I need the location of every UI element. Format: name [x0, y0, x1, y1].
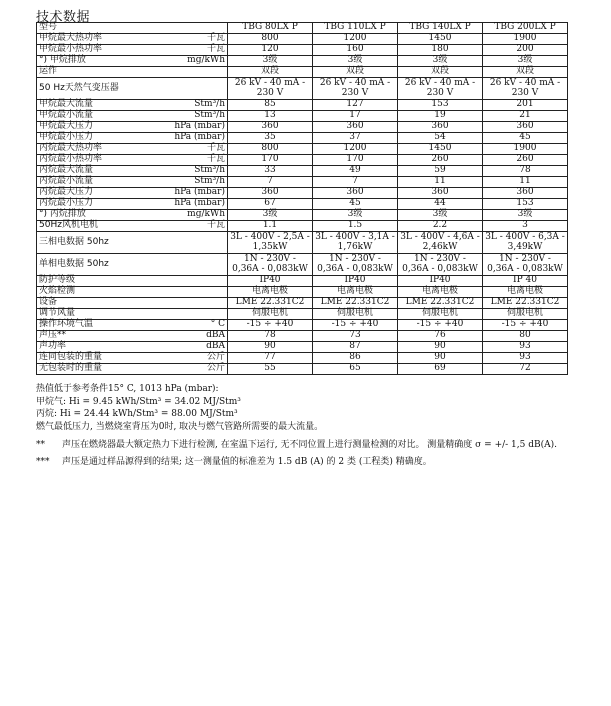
- parameter-label: 声功率: [39, 341, 67, 352]
- parameter-label: 调节风量: [39, 308, 76, 319]
- value-cell: LME 22.331C2: [483, 298, 568, 309]
- value-cell: 双段: [313, 67, 398, 78]
- parameter-unit: hPa (mbar): [174, 132, 225, 143]
- value-cell: 11: [483, 177, 568, 188]
- table-row: [37, 221, 568, 232]
- calorific-notes: [36, 383, 596, 433]
- value-cell: -15 ÷ +40: [398, 320, 483, 331]
- table-row: [37, 320, 568, 331]
- value-cell: 3级: [228, 210, 313, 221]
- parameter-label: °) 丙烷排放: [39, 209, 86, 220]
- table-row: [37, 298, 568, 309]
- table-row: [37, 287, 568, 298]
- value-cell: 360: [313, 122, 398, 133]
- parameter-label: 丙烷最小压力: [39, 198, 94, 209]
- value-cell: 19: [398, 111, 483, 122]
- parameter-label: 三相电数据 50hz: [39, 236, 109, 247]
- value-cell: 67: [228, 199, 313, 210]
- parameter-unit: 公斤: [206, 363, 225, 374]
- parameter-label: 甲烷最大热功率: [39, 33, 103, 44]
- value-cell: 153: [398, 100, 483, 111]
- note-line: 丙烷: Hi = 24.44 kWh/Stm³ = 88.00 MJ/Stm³: [36, 409, 238, 419]
- parameter-unit: hPa (mbar): [174, 187, 225, 198]
- parameter-unit: 千瓦: [206, 154, 225, 165]
- value-cell: 伺服电机: [398, 309, 483, 320]
- value-cell: IP40: [228, 276, 313, 287]
- footnote-text: 声压在燃烧器最大额定热力下进行检测, 在室温下运行, 无不同位置上进行测量检测的对比。 测量精确度 σ = +/- 1,5 dB(A).: [62, 440, 557, 450]
- value-cell: 3级: [398, 56, 483, 67]
- value-cell: 1N - 230V - 0,36A - 0,083kW: [313, 254, 398, 276]
- value-cell: 26 kV - 40 mA - 230 V: [483, 78, 568, 100]
- parameter-unit: 公斤: [206, 352, 225, 363]
- value-cell: 3级: [398, 210, 483, 221]
- value-cell: 90: [398, 353, 483, 364]
- value-cell: 21: [483, 111, 568, 122]
- value-cell: -15 ÷ +40: [313, 320, 398, 331]
- value-cell: 11: [398, 177, 483, 188]
- value-cell: 80: [483, 331, 568, 342]
- value-cell: 37: [313, 133, 398, 144]
- value-cell: IP40: [313, 276, 398, 287]
- value-cell: 78: [228, 331, 313, 342]
- parameter-cell: [37, 56, 228, 67]
- parameter-cell: [37, 34, 228, 45]
- value-cell: 260: [483, 155, 568, 166]
- parameter-unit: dBA: [206, 341, 225, 352]
- table-row: [37, 331, 568, 342]
- parameter-label: 甲烷最小热功率: [39, 44, 103, 55]
- table-row: [37, 210, 568, 221]
- value-cell: 1450: [398, 144, 483, 155]
- note-line: 甲烷气: Hi = 9.45 kWh/Stm³ = 34.02 MJ/Stm³: [36, 396, 241, 407]
- value-cell: IP 40: [483, 276, 568, 287]
- value-cell: 1900: [483, 34, 568, 45]
- value-cell: 伺服电机: [313, 309, 398, 320]
- value-cell: 1N - 230V - 0,36A - 0,083kW: [483, 254, 568, 276]
- parameter-unit: 千瓦: [206, 220, 225, 231]
- parameter-unit: Stm³/h: [194, 99, 225, 110]
- table-row: [37, 254, 568, 276]
- table-row: [37, 45, 568, 56]
- parameter-cell: [37, 298, 228, 309]
- value-cell: 1.5: [313, 221, 398, 232]
- value-cell: 93: [483, 353, 568, 364]
- parameter-label: 操作环境气温: [39, 319, 94, 330]
- parameter-cell: [37, 122, 228, 133]
- value-cell: 360: [483, 188, 568, 199]
- parameter-cell: [37, 199, 228, 210]
- parameter-cell: [37, 364, 228, 375]
- value-cell: 45: [313, 199, 398, 210]
- parameter-cell: [37, 188, 228, 199]
- value-cell: 59: [398, 166, 483, 177]
- value-cell: 360: [313, 188, 398, 199]
- value-cell: 90: [228, 342, 313, 353]
- value-cell: 1900: [483, 144, 568, 155]
- parameter-unit: hPa (mbar): [174, 121, 225, 132]
- value-cell: LME 22.331C2: [398, 298, 483, 309]
- table-row: [37, 309, 568, 320]
- value-cell: 3级: [483, 56, 568, 67]
- parameter-label: 防护等级: [39, 275, 76, 286]
- value-cell: IP40: [398, 276, 483, 287]
- table-row: [37, 133, 568, 144]
- parameter-cell: [37, 342, 228, 353]
- table-row: [37, 155, 568, 166]
- value-cell: 55: [228, 364, 313, 375]
- value-cell: 76: [398, 331, 483, 342]
- parameter-label: 丙烷最小流量: [39, 176, 94, 187]
- parameter-label: 50 Hz天然气变压器: [39, 82, 119, 93]
- value-cell: 153: [483, 199, 568, 210]
- value-cell: 26 kV - 40 mA - 230 V: [398, 78, 483, 100]
- parameter-label: 丙烷最大热功率: [39, 143, 103, 154]
- table-row: [37, 67, 568, 78]
- table-row: [37, 232, 568, 254]
- parameter-unit: 千瓦: [206, 143, 225, 154]
- parameter-unit: hPa (mbar): [174, 198, 225, 209]
- value-cell: -15 ÷ +40: [228, 320, 313, 331]
- parameter-cell: [37, 166, 228, 177]
- footnote-mark: ***: [36, 456, 50, 467]
- value-cell: 54: [398, 133, 483, 144]
- footnotes: [36, 439, 596, 472]
- value-cell: 180: [398, 45, 483, 56]
- note-line: 燃气最低压力, 当燃烧室背压为0时, 取决与燃气管路所需要的最大流量。: [36, 421, 324, 432]
- value-cell: 伺服电机: [228, 309, 313, 320]
- value-cell: 360: [483, 122, 568, 133]
- parameter-cell: [37, 78, 228, 100]
- value-cell: 45: [483, 133, 568, 144]
- value-cell: 7: [313, 177, 398, 188]
- parameter-unit: mg/kWh: [187, 55, 225, 66]
- value-cell: 360: [228, 188, 313, 199]
- page-title: 技术数据: [36, 10, 91, 25]
- value-cell: LME 22.331C2: [313, 298, 398, 309]
- parameter-unit: Stm³/h: [194, 165, 225, 176]
- parameter-cell: [37, 287, 228, 298]
- parameter-label: 50Hz风机电机: [39, 220, 98, 231]
- technical-data-table: [36, 22, 568, 375]
- parameter-cell: [37, 331, 228, 342]
- value-cell: 3L - 400V - 4,6A - 2,46kW: [398, 232, 483, 254]
- table-row: [37, 34, 568, 45]
- value-cell: 200: [483, 45, 568, 56]
- parameter-cell: [37, 133, 228, 144]
- parameter-unit: 千瓦: [206, 44, 225, 55]
- table-row: [37, 100, 568, 111]
- table-row: [37, 188, 568, 199]
- table-header-row: [37, 23, 568, 34]
- value-cell: 65: [313, 364, 398, 375]
- parameter-cell: [37, 353, 228, 364]
- value-cell: 3级: [313, 56, 398, 67]
- parameter-label: 丙烷最大流量: [39, 165, 94, 176]
- parameter-cell: [37, 276, 228, 287]
- value-cell: 3级: [228, 56, 313, 67]
- value-cell: 201: [483, 100, 568, 111]
- value-cell: 33: [228, 166, 313, 177]
- value-cell: 73: [313, 331, 398, 342]
- value-cell: 3L - 400V - 6,3A - 3,49kW: [483, 232, 568, 254]
- parameter-label: 运作: [39, 66, 58, 77]
- value-cell: 127: [313, 100, 398, 111]
- value-cell: 49: [313, 166, 398, 177]
- table-row: [37, 342, 568, 353]
- value-cell: -15 ÷ +40: [483, 320, 568, 331]
- value-cell: 3级: [483, 210, 568, 221]
- value-cell: 1450: [398, 34, 483, 45]
- value-cell: 77: [228, 353, 313, 364]
- value-cell: 360: [398, 122, 483, 133]
- value-cell: 13: [228, 111, 313, 122]
- value-cell: 78: [483, 166, 568, 177]
- value-cell: 93: [483, 342, 568, 353]
- parameter-cell: [37, 144, 228, 155]
- model-header: TBG 110LX P: [313, 23, 398, 34]
- parameter-label: 声压**: [39, 330, 67, 341]
- value-cell: 87: [313, 342, 398, 353]
- value-cell: 170: [313, 155, 398, 166]
- value-cell: 800: [228, 144, 313, 155]
- value-cell: 260: [398, 155, 483, 166]
- value-cell: 69: [398, 364, 483, 375]
- value-cell: 17: [313, 111, 398, 122]
- parameter-label: 丙烷最小热功率: [39, 154, 103, 165]
- table-row: [37, 122, 568, 133]
- value-cell: 电离电极: [483, 287, 568, 298]
- parameter-label: 丙烷最大压力: [39, 187, 94, 198]
- value-cell: 1N - 230V - 0,36A - 0,083kW: [398, 254, 483, 276]
- value-cell: 1200: [313, 34, 398, 45]
- parameter-unit: Stm³/h: [194, 110, 225, 121]
- value-cell: 3级: [313, 210, 398, 221]
- parameter-label: 甲烷最大流量: [39, 99, 94, 110]
- value-cell: 1N - 230V - 0,36A - 0,083kW: [228, 254, 313, 276]
- parameter-label: 甲烷最小压力: [39, 132, 94, 143]
- parameter-label: 甲烷最小流量: [39, 110, 94, 121]
- parameter-cell: [37, 177, 228, 188]
- value-cell: 85: [228, 100, 313, 111]
- parameter-cell: [37, 232, 228, 254]
- parameter-label: 单相电数据 50hz: [39, 258, 109, 269]
- footnote: [36, 439, 596, 452]
- value-cell: 3: [483, 221, 568, 232]
- value-cell: 120: [228, 45, 313, 56]
- parameter-unit: dBA: [206, 330, 225, 341]
- table-row: [37, 166, 568, 177]
- parameter-cell: [37, 111, 228, 122]
- footnote-mark: **: [36, 440, 45, 450]
- model-header: TBG 80LX P: [228, 23, 313, 34]
- parameter-label: 火焰检测: [39, 286, 76, 297]
- table-row: [37, 276, 568, 287]
- value-cell: 3L - 400V - 2,5A - 1,35kW: [228, 232, 313, 254]
- value-cell: 44: [398, 199, 483, 210]
- parameter-label: 无包装时的重量: [39, 363, 103, 374]
- value-cell: 26 kV - 40 mA - 230 V: [313, 78, 398, 100]
- value-cell: 86: [313, 353, 398, 364]
- parameter-cell: [37, 320, 228, 331]
- model-header: TBG 200LX P: [483, 23, 568, 34]
- parameter-unit: ° C: [210, 319, 225, 330]
- parameter-cell: [37, 210, 228, 221]
- value-cell: 2.2: [398, 221, 483, 232]
- note-line: 热值低于参考条件15° C, 1013 hPa (mbar):: [36, 384, 219, 394]
- table-row: [37, 353, 568, 364]
- parameter-label: 连同包装的重量: [39, 352, 103, 363]
- table-row: [37, 177, 568, 188]
- value-cell: 1200: [313, 144, 398, 155]
- table-row: [37, 78, 568, 100]
- value-cell: LME 22.331C2: [228, 298, 313, 309]
- value-cell: 3L - 400V - 3,1A - 1,76kW: [313, 232, 398, 254]
- value-cell: 7: [228, 177, 313, 188]
- parameter-cell: [37, 67, 228, 78]
- value-cell: 360: [398, 188, 483, 199]
- parameter-cell: [37, 100, 228, 111]
- parameter-unit: Stm³/h: [194, 176, 225, 187]
- model-header: TBG 140LX P: [398, 23, 483, 34]
- table-row: [37, 199, 568, 210]
- value-cell: 170: [228, 155, 313, 166]
- parameter-cell: [37, 45, 228, 56]
- value-cell: 1.1: [228, 221, 313, 232]
- parameter-cell: [37, 309, 228, 320]
- value-cell: 电离电极: [313, 287, 398, 298]
- parameter-label: °) 甲烷排放: [39, 55, 86, 66]
- value-cell: 伺服电机: [483, 309, 568, 320]
- parameter-label: 设备: [39, 297, 58, 308]
- value-cell: 90: [398, 342, 483, 353]
- value-cell: 800: [228, 34, 313, 45]
- table-row: [37, 364, 568, 375]
- value-cell: 双段: [483, 67, 568, 78]
- table-row: [37, 144, 568, 155]
- parameter-label: 甲烷最大压力: [39, 121, 94, 132]
- value-cell: 双段: [228, 67, 313, 78]
- parameter-cell: [37, 254, 228, 276]
- value-cell: 35: [228, 133, 313, 144]
- parameter-cell: [37, 155, 228, 166]
- footnote-text: 声压是通过样品源得到的结果; 这一测量值的标准差为 1.5 dB (A) 的 2 类 (工程类) 精确度。: [62, 456, 432, 467]
- parameter-unit: 千瓦: [206, 33, 225, 44]
- value-cell: 160: [313, 45, 398, 56]
- value-cell: 电离电极: [398, 287, 483, 298]
- value-cell: 26 kV - 40 mA - 230 V: [228, 78, 313, 100]
- value-cell: 72: [483, 364, 568, 375]
- parameter-cell: [37, 221, 228, 232]
- value-cell: 双段: [398, 67, 483, 78]
- value-cell: 电离电极: [228, 287, 313, 298]
- header-label: 型号: [37, 23, 228, 34]
- table-row: [37, 111, 568, 122]
- footnote: [36, 456, 596, 469]
- table-row: [37, 56, 568, 67]
- parameter-unit: mg/kWh: [187, 209, 225, 220]
- value-cell: 360: [228, 122, 313, 133]
